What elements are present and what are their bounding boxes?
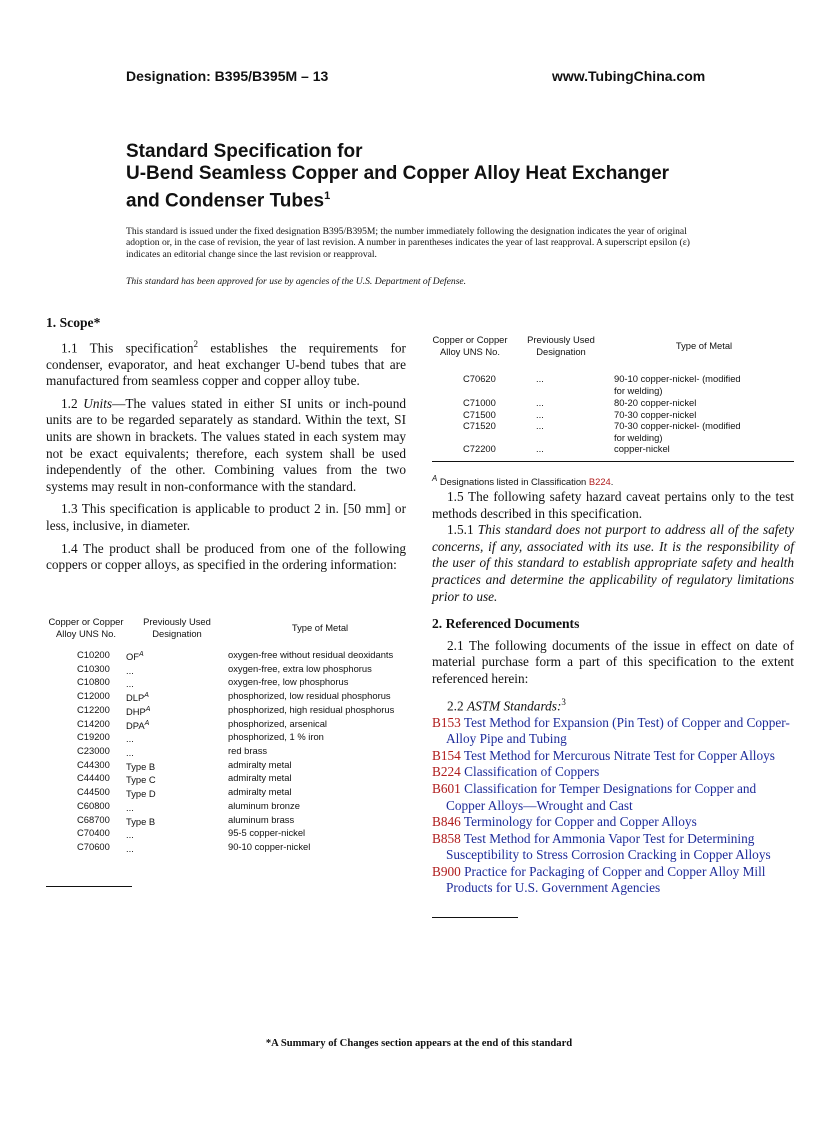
left-column — [46, 315, 406, 574]
cell-type: admiralty metal — [228, 758, 292, 770]
cell-prev: $DHP^A$ — [126, 705, 151, 717]
cell-prev: ... — [126, 678, 134, 690]
reference-item-b153[interactable] — [432, 715, 794, 748]
table-row — [46, 745, 412, 759]
cell-type: 90-10 copper-nickel — [228, 841, 311, 853]
table-row — [46, 704, 412, 718]
cell-uns: C72200 — [463, 443, 496, 455]
cell-uns: C68700 — [77, 813, 110, 825]
reference-code[interactable]: B858 — [432, 830, 461, 846]
reference-title[interactable]: Classification of Coppers — [464, 764, 600, 780]
col-header-type-2: Type of Metal — [675, 340, 733, 352]
footnote-divider-left — [46, 886, 132, 887]
cell-type: 95-5 copper-nickel — [228, 827, 306, 839]
issuance-notice: This standard is issued under the fixed designation B395/B395M; the number immediately following the designation indicates the year of original adoption or, in the case of revision, the year of last revision. A number in parentheses indicates the year of last reapproval. A superscript epsilon (ε) indicates an editorial change since the last revision or reapproval. — [126, 226, 690, 260]
cell-type: copper-nickel — [614, 443, 670, 455]
cell-uns: C71000 — [463, 397, 496, 408]
reference-list — [432, 715, 794, 898]
cell-uns: C12000 — [77, 690, 110, 702]
cell-type: aluminum bronze — [228, 799, 300, 811]
reference-code[interactable]: B153 — [432, 714, 461, 730]
cell-prev: Type B — [126, 815, 156, 827]
section-referenced-documents-heading: 2. Referenced Documents — [432, 616, 580, 632]
cell-prev: Type D — [126, 788, 156, 800]
cell-uns: C71520 — [463, 420, 496, 432]
cell-prev: Type C — [126, 774, 156, 786]
cell-prev: Type B — [126, 760, 156, 772]
para-1-5: 1.5 The following safety hazard caveat pertains only to the test methods described in this specification. — [432, 489, 794, 521]
cell-prev: ... — [126, 843, 134, 855]
reference-item-b858[interactable] — [432, 831, 794, 864]
reference-title[interactable]: Practice for Packaging of Copper and Copper Alloy Mill Products for U.S. Government Agencies — [446, 863, 766, 896]
title-footnote-mark: 1 — [324, 190, 331, 202]
cell-type: red brass — [228, 745, 268, 757]
cell-uns: C44400 — [77, 772, 110, 784]
table-row — [432, 373, 794, 397]
cell-uns: C10300 — [77, 662, 110, 674]
table-row — [46, 649, 412, 663]
reference-title[interactable]: Terminology for Copper and Copper Alloys — [463, 814, 697, 830]
cell-uns: C60800 — [77, 799, 110, 811]
footnote-divider-right — [432, 917, 518, 918]
col-header-prev-2: Previously Used Designation — [527, 334, 595, 357]
website-label: www.TubingChina.com — [552, 68, 706, 84]
table-row — [46, 814, 412, 828]
cell-prev: ... — [126, 733, 134, 745]
cell-uns: C23000 — [77, 745, 110, 757]
cell-uns: C44500 — [77, 786, 110, 798]
para-2-2: 2.2 ASTM Standards:$^3$ — [447, 696, 566, 713]
alloy-table-right — [432, 319, 794, 487]
title-line-2: U-Bend Seamless Copper and Copper Alloy Heat Exchanger — [126, 163, 670, 184]
cell-type: oxygen-free, low phosphorus — [228, 676, 349, 688]
cell-uns: C44300 — [77, 758, 110, 770]
cell-type: 70-30 copper-nickel- (modified for welding) — [614, 420, 741, 443]
table-footnote: $^A$ Designations listed in Classification B224. — [432, 473, 614, 488]
cell-type: phosphorized, high residual phosphorus — [228, 703, 395, 715]
reference-item-b846[interactable] — [432, 814, 794, 831]
table-row — [432, 397, 794, 409]
dod-approval-note: This standard has been approved for use by agencies of the U.S. Department of Defense. — [126, 276, 467, 287]
document-title — [126, 141, 746, 212]
reference-title[interactable]: Test Method for Mercurous Nitrate Test for Copper Alloys — [463, 747, 775, 763]
cell-prev: ... — [536, 373, 544, 384]
cell-prev: ... — [126, 802, 134, 814]
reference-title[interactable]: Test Method for Ammonia Vapor Test for Determining Susceptibility to Stress Corrosion Cracking in Copper Alloys — [446, 830, 771, 863]
right-column — [432, 489, 794, 918]
cell-prev: ... — [536, 420, 544, 432]
cell-type: phosphorized, low residual phosphorus — [228, 690, 391, 702]
para-1-3: 1.3 This specification is applicable to product 2 in. [50 mm] or less, inclusive, in diameter. — [46, 501, 406, 533]
reference-item-b154[interactable] — [432, 748, 794, 765]
cell-type: admiralty metal — [228, 772, 292, 784]
col-header-type: Type of Metal — [291, 622, 349, 634]
alloy-table-left — [46, 607, 412, 887]
cell-type: admiralty metal — [228, 786, 292, 798]
reference-item-b601[interactable] — [432, 781, 794, 814]
cell-uns: C70600 — [77, 841, 110, 853]
col-header-prev: Previously Used Designation — [143, 616, 211, 639]
table-footnote-ref-b224[interactable]: B224 — [588, 476, 611, 488]
cell-uns: C10800 — [77, 676, 110, 688]
cell-type: phosphorized, 1 % iron — [228, 731, 324, 743]
cell-type: 80-20 copper-nickel — [614, 397, 697, 408]
reference-code[interactable]: B846 — [432, 814, 461, 830]
cell-uns: C12200 — [77, 703, 110, 715]
table-row — [432, 409, 794, 421]
cell-type: 90-10 copper-nickel- (modified for welding) — [614, 373, 741, 396]
cell-type: aluminum brass — [228, 813, 295, 825]
cell-prev: $OF^A$ — [126, 651, 144, 663]
reference-item-b900[interactable] — [432, 864, 794, 897]
reference-code[interactable]: B224 — [432, 764, 461, 780]
table-row — [46, 676, 412, 690]
title-line-1: Standard Specification for — [126, 141, 363, 162]
para-1-5-1: 1.5.1 This standard does not purport to address all of the safety concerns, if any, associated with its use. It is the responsibility of the user of this standard to establish appropriate safety and health practices and determine the applicability of regulatory limitations prior to use. — [432, 522, 794, 604]
para-1-2: 1.2 Units—The values stated in either SI units or inch-pound units are to be regarded separately as standard. Within the text, SI units are shown in brackets. The values stated in each system may not be exact equivalents; therefore, each system shall be used independently of the other. Combining values from the two systems may result in non-conformance with the standard. — [46, 395, 406, 494]
cell-prev: ... — [126, 829, 134, 841]
col-header-uns-2: Copper or Copper Alloy UNS No. — [432, 334, 508, 357]
cell-uns: C19200 — [77, 731, 110, 743]
table-row — [46, 759, 412, 773]
para-2-1: 2.1 The following documents of the issue in effect on date of material purchase form a part of this specification to the extent referenced herein: — [432, 637, 794, 686]
reference-code[interactable]: B900 — [432, 863, 461, 879]
table-row — [46, 690, 412, 704]
table-row — [46, 663, 412, 677]
cell-prev: ... — [536, 408, 544, 420]
reference-code[interactable]: B154 — [432, 747, 461, 763]
cell-prev: ... — [126, 664, 134, 676]
reference-code[interactable]: B601 — [432, 780, 461, 796]
section-scope-heading: 1. Scope* — [46, 315, 101, 330]
cell-type: oxygen-free without residual deoxidants — [228, 649, 394, 660]
cell-prev: ... — [536, 397, 544, 408]
cell-type: 70-30 copper-nickel — [614, 408, 697, 420]
cell-uns: C70400 — [77, 827, 110, 839]
table-row — [432, 420, 794, 443]
cell-uns: C10200 — [77, 649, 110, 660]
table-row — [46, 827, 412, 841]
reference-title[interactable]: Classification for Temper Designations for Copper and Copper Alloys—Wrought and Cast — [446, 780, 757, 813]
reference-item-b224[interactable] — [432, 764, 794, 781]
cell-uns: C70620 — [463, 373, 496, 384]
para-1-1: 1.1 This specification$^2$ establishes the requirements for condenser, evaporator, and heat exchanger U-bend tubes that are manufactured from seamless copper and copper alloy tube. — [46, 338, 406, 389]
cell-type: oxygen-free, extra low phosphorus — [228, 662, 372, 674]
cell-prev: $DPA^A$ — [126, 719, 150, 731]
designation-label: Designation: B395/B395M – 13 — [126, 68, 329, 84]
reference-title[interactable]: Test Method for Expansion (Pin Test) of Copper and Copper-Alloy Pipe and Tubing — [446, 714, 790, 747]
table-row — [46, 731, 412, 745]
cell-prev: $DLP^A$ — [126, 692, 149, 704]
col-header-uns: Copper or Copper Alloy UNS No. — [48, 616, 124, 639]
table-row — [46, 800, 412, 814]
cell-uns: C71500 — [463, 408, 496, 420]
summary-of-changes-note: *A Summary of Changes section appears at the end of this standard — [265, 1038, 573, 1049]
table-row — [432, 443, 794, 455]
table-row — [46, 786, 412, 800]
table-row — [46, 772, 412, 786]
para-1-4: 1.4 The product shall be produced from one of the following coppers or copper alloys, as specified in the ordering information: — [46, 540, 406, 573]
table-row — [46, 718, 412, 732]
title-line-3: and Condenser Tubes$^1$ — [126, 190, 331, 212]
table-row — [46, 841, 412, 855]
cell-prev: ... — [536, 443, 544, 455]
cell-prev: ... — [126, 747, 134, 759]
cell-type: phosphorized, arsenical — [228, 717, 328, 729]
table-divider — [432, 461, 794, 462]
cell-uns: C14200 — [77, 717, 110, 729]
